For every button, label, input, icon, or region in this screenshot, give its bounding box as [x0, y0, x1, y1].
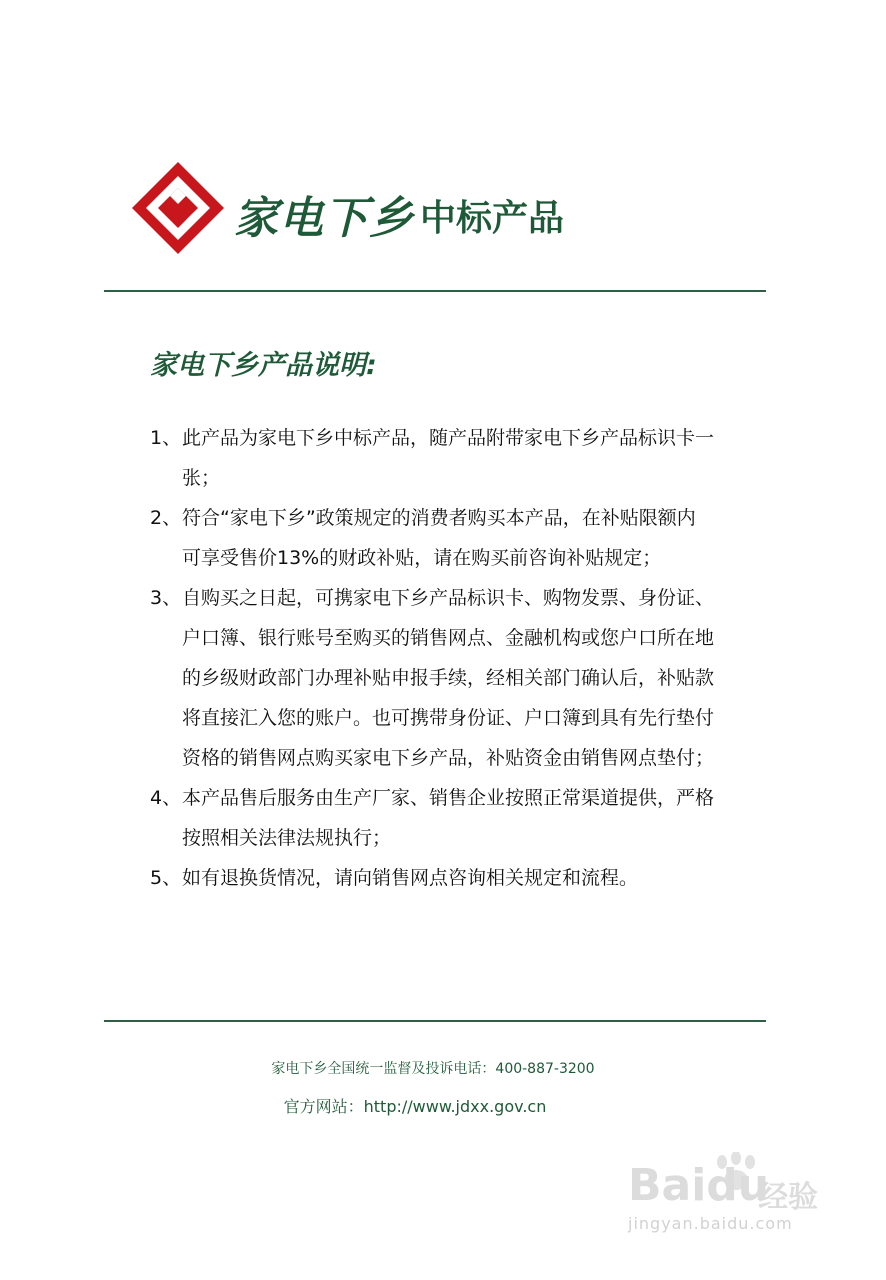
jdxx-logo — [130, 160, 570, 256]
watermark-url: jingyan.baidu.com — [628, 1214, 793, 1233]
list-item-number: 3、 — [150, 587, 182, 609]
bottom-divider — [104, 1020, 766, 1022]
list-item-line: 按照相关法律法规执行； — [182, 827, 392, 849]
list-item-line: 户口簿、银行账号至购买的销售网点、金融机构或您户口所在地 — [182, 627, 715, 649]
list-item-number: 5、 — [150, 867, 182, 889]
watermark-suffix: 经验 — [758, 1180, 818, 1215]
list-item-number: 1、 — [150, 427, 182, 449]
list-item-line: 自购买之日起，可携家电下乡产品标识卡、购物发票、身份证、 — [182, 587, 715, 609]
list-item — [150, 858, 770, 898]
website-text: 官方网站：http://www.jdxx.gov.cn — [283, 1097, 547, 1116]
list-item-number: 4、 — [150, 787, 182, 809]
list-item-line: 此产品为家电下乡中标产品，随产品附带家电下乡产品标识卡一 — [182, 427, 715, 449]
list-item-line: 符合“家电下乡”政策规定的消费者购买本产品，在补贴限额内 — [182, 507, 696, 529]
watermark-brand: Baidu — [628, 1160, 770, 1211]
diamond-logo-icon — [130, 160, 226, 256]
list-item — [150, 578, 770, 778]
list-item-text — [150, 498, 770, 578]
list-item-line: 如有退换货情况，请向销售网点咨询相关规定和流程。 — [182, 867, 639, 889]
list-item-number: 2、 — [150, 507, 182, 529]
top-divider — [104, 290, 766, 292]
list-item-line: 张； — [182, 467, 221, 489]
list-item-text — [150, 418, 770, 498]
list-item-line: 资格的销售网点购买家电下乡产品，补贴资金由销售网点垫付； — [182, 747, 715, 769]
list-item — [150, 418, 770, 498]
list-item-line: 本产品售后服务由生产厂家、销售企业按照正常渠道提供，严格 — [182, 787, 715, 809]
list-item-text — [150, 858, 770, 898]
logo-title: 家电下乡 — [234, 193, 414, 244]
logo-subtitle: 中标产品 — [420, 198, 565, 239]
hotline-text: 家电下乡全国统一监督及投诉电话：400-887-3200 — [271, 1061, 595, 1077]
baidu-jingyan-watermark — [628, 1152, 868, 1252]
list-item-line: 的乡级财政部门办理补贴申报手续，经相关部门确认后，补贴款 — [182, 667, 715, 689]
list-item — [150, 778, 770, 858]
instruction-list — [150, 418, 770, 898]
list-item-text — [150, 778, 770, 858]
list-item-text — [150, 578, 770, 778]
list-item-line: 可享受售价13%的财政补贴，请在购买前咨询补贴规定； — [182, 547, 662, 569]
list-item — [150, 498, 770, 578]
section-title: 家电下乡产品说明: — [150, 350, 377, 381]
list-item-line: 将直接汇入您的账户。也可携带身份证、户口簿到具有先行垫付 — [182, 707, 715, 729]
